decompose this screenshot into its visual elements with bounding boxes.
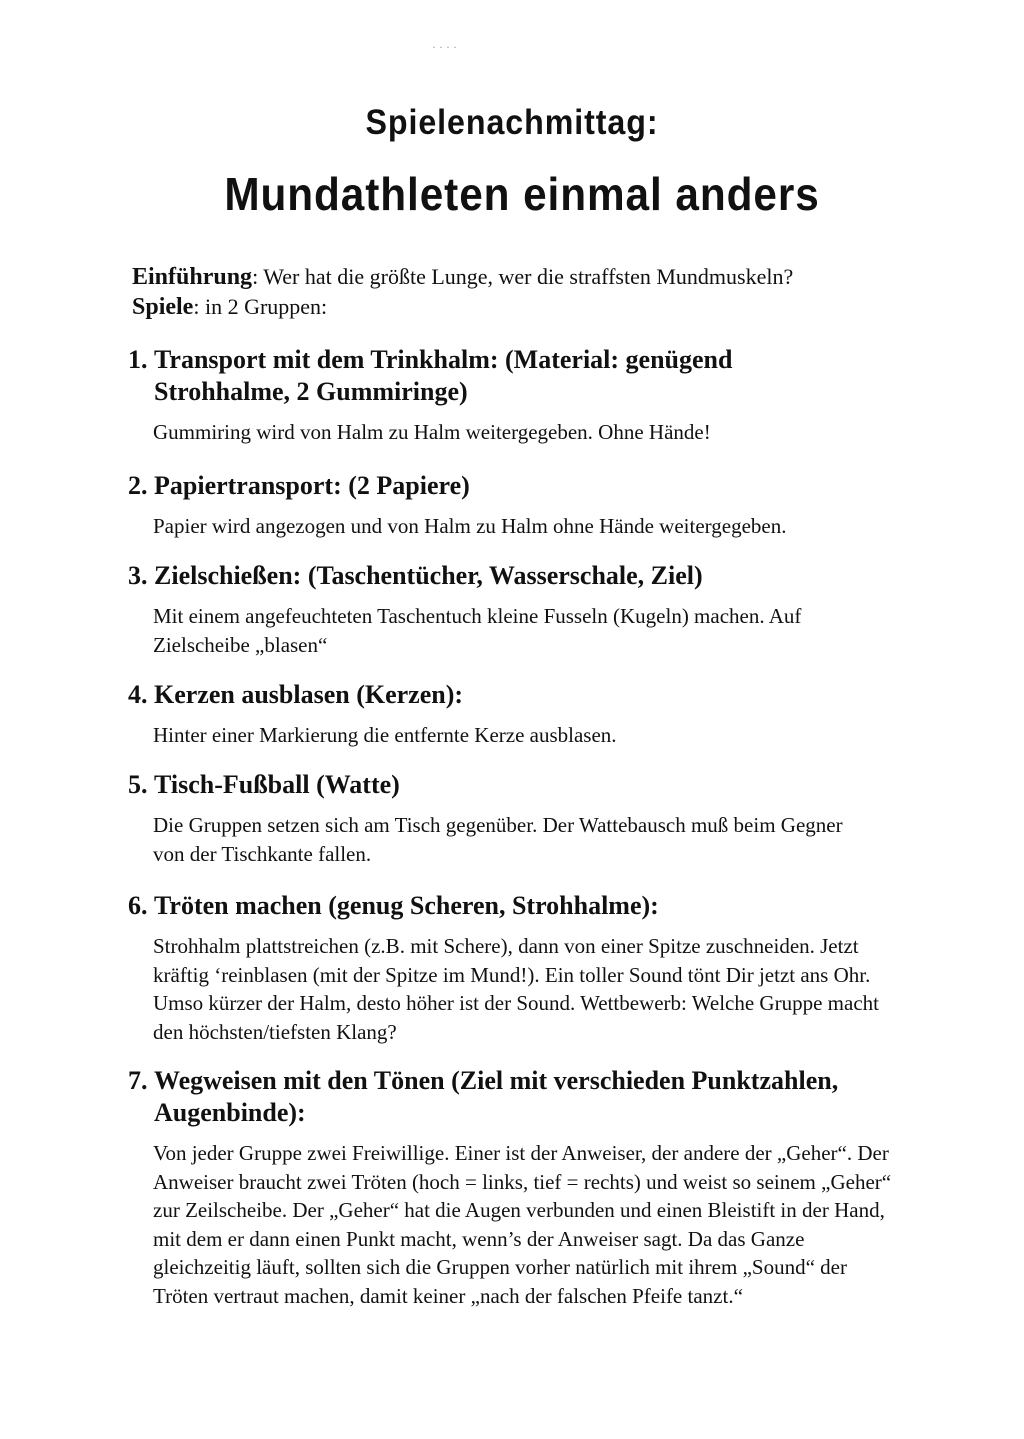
game-number: 2. [128,471,148,500]
game-item-6 [128,890,908,1046]
game-title: Papiertransport: (2 Papiere) [154,471,470,500]
game-number: 6. [128,891,148,920]
game-title: Zielschießen: (Taschentücher, Wasserschale, Ziel) [154,561,703,590]
game-title: Wegweisen mit den Tönen (Ziel mit verschieden Punktzahlen, Augenbinde): [154,1066,839,1127]
intro-block [132,262,793,322]
game-description: Strohhalm plattstreichen (z.B. mit Schere), dann von einer Spitze zuschneiden. Jetzt kräftig ‘reinblasen (mit der Spitze im Mund!). Ein toller Sound tönt Dir jetzt ans Ohr. Umso kürzer der Halm, desto höher ist der Sound. Wettbewerb: Welche Gruppe macht den höchsten/tiefsten Klang? [153,934,879,1044]
game-number: 1. [128,345,148,374]
intro-line [132,262,793,292]
intro-text: : Wer hat die größte Lunge, wer die straffsten Mundmuskeln? [252,264,794,289]
title-block [0,96,1024,224]
game-description: Gummiring wird von Halm zu Halm weitergegeben. Ohne Hände! [153,420,711,444]
intro-label: Einführung [132,264,253,290]
scan-artifact: · · · · [432,40,457,54]
game-number: 4. [128,680,148,709]
game-item-3 [128,560,908,659]
game-title: Transport mit dem Trinkhalm: (Material: genügend Strohhalme, 2 Gummiringe) [154,345,733,406]
game-description: Hinter einer Markierung die entfernte Kerze ausblasen. [153,723,617,747]
games-intro-line [132,292,793,322]
game-item-7 [128,1065,908,1310]
game-description: Papier wird angezogen und von Halm zu Halm ohne Hände weitergegeben. [153,514,787,538]
games-intro-text: : in 2 Gruppen: [193,294,328,319]
game-item-5 [128,769,908,868]
game-description: Die Gruppen setzen sich am Tisch gegenüber. Der Wattebausch muß beim Gegner von der Tischkante fallen. [153,813,843,866]
game-item-1 [128,344,908,447]
game-item-2 [128,470,908,541]
games-intro-label: Spiele [132,294,194,320]
game-number: 5. [128,770,148,799]
game-title: Tröten machen (genug Scheren, Strohhalme): [154,891,659,920]
game-number: 3. [128,561,148,590]
game-number: 7. [128,1066,148,1095]
game-item-4 [128,679,908,750]
game-title: Tisch-Fußball (Watte) [154,770,400,799]
page-subtitle: Mundathleten einmal anders [224,168,820,220]
game-description: Mit einem angefeuchteten Taschentuch kleine Fusseln (Kugeln) machen. Auf Zielscheibe „blasen“ [153,604,802,657]
page-title: Spielenachmittag: [365,103,659,142]
game-title: Kerzen ausblasen (Kerzen): [154,680,464,709]
game-description: Von jeder Gruppe zwei Freiwillige. Einer ist der Anweiser, der andere der „Geher“. Der Anweiser braucht zwei Tröten (hoch = links, tief = rechts) und weist so seinem „Geher“ zur Zeilscheibe. Der „Geher“ hat die Augen verbunden und einen Bleistift in der Hand, mit dem er dann einen Punkt macht, wenn’s der Anweiser sagt. Da das Ganze gleichzeitig läuft, sollten sich die Gruppen vorher natürlich mit ihrem „Sound“ der Tröten vertraut machen, damit keiner „nach der falschen Pfeife tanzt.“ [153,1141,892,1308]
